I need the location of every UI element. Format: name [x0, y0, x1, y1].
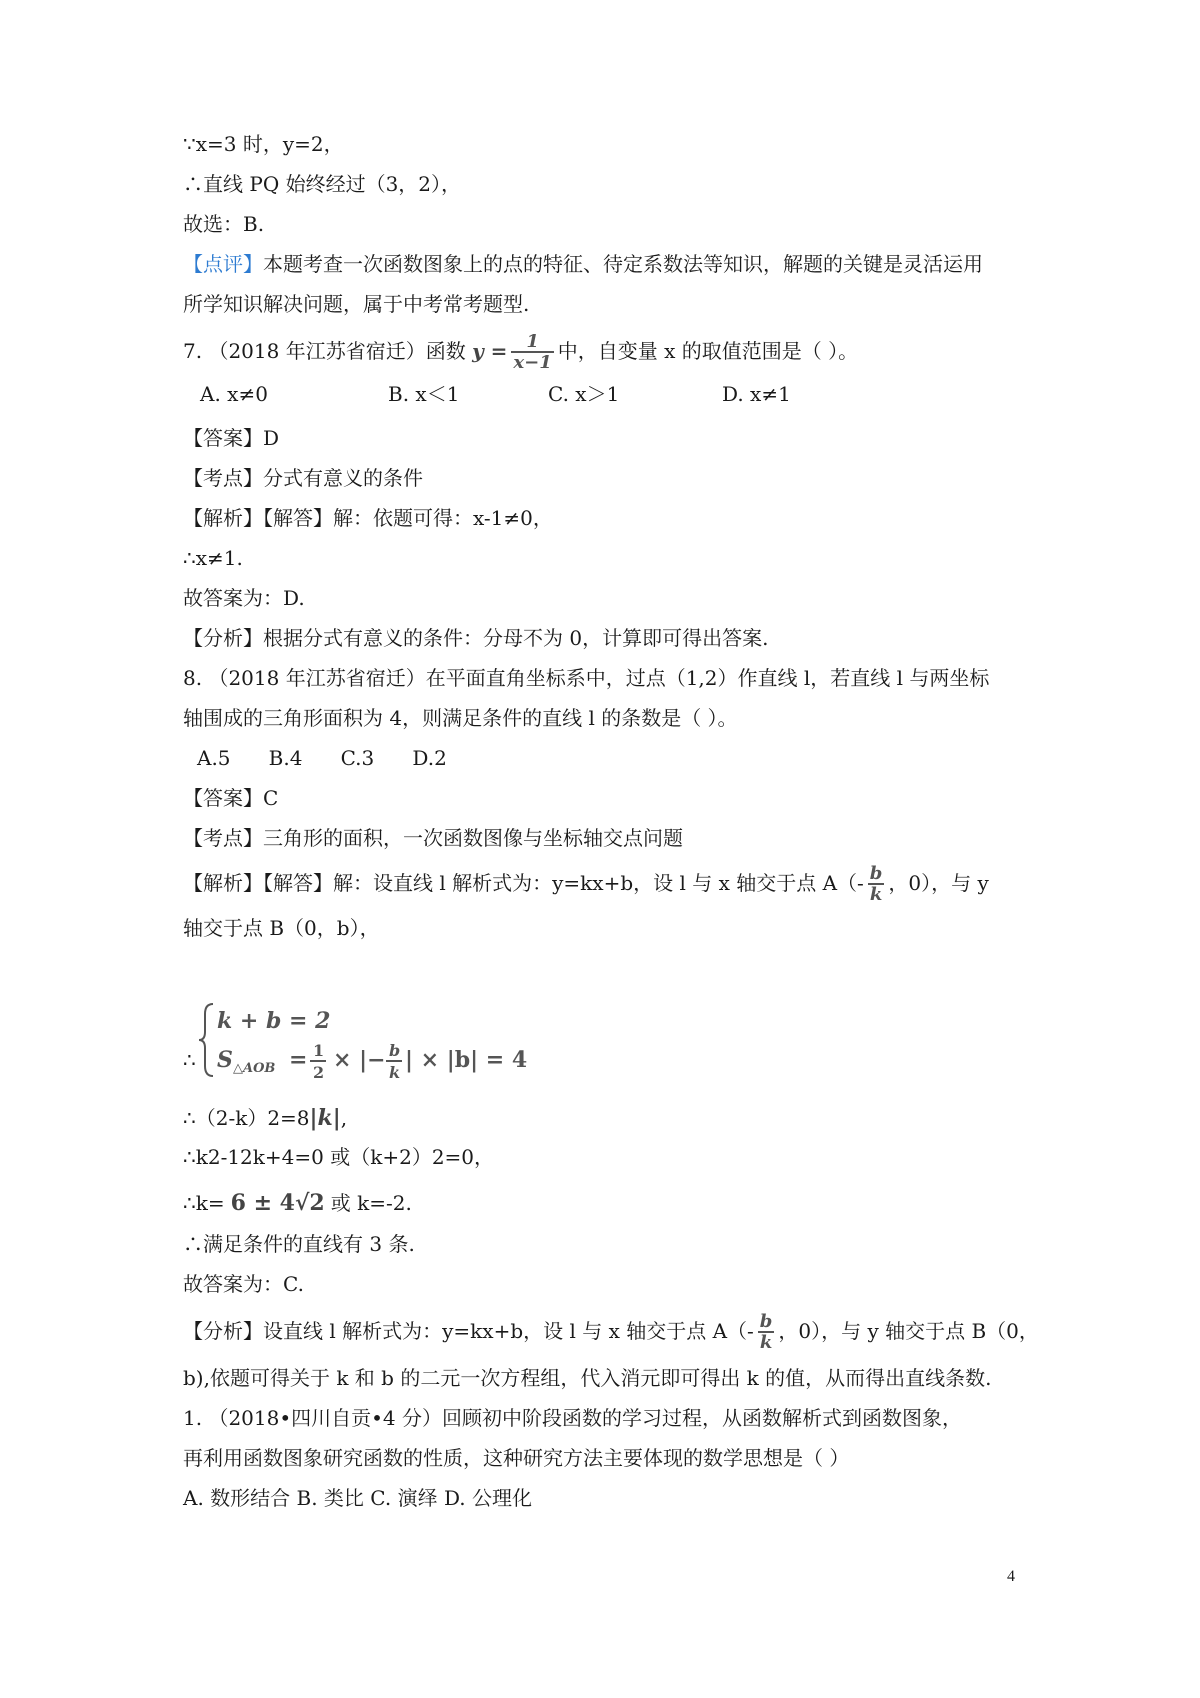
question-7 [183, 331, 858, 371]
b-over-k-fraction [758, 1313, 775, 1352]
knowledge-point-line: 【考点】分式有意义的条件 [183, 466, 423, 490]
comment-line [183, 250, 983, 278]
therefore-symbol: ∴ [183, 1048, 196, 1072]
question-8-line-1: 8. （2018 年江苏省宿迁）在平面直角坐标系中，过点（1,2）作直线 l，若直线 l 与两坐标 [183, 666, 990, 690]
question-1-line-2: 再利用函数图象研究函数的性质，这种研究方法主要体现的数学思想是（ ） [183, 1446, 850, 1470]
q7-numerator: 1 [526, 331, 539, 352]
text-line: 所学知识解决问题，属于中考常考题型. [183, 292, 530, 316]
fraction-denominator: k [758, 1331, 775, 1352]
equation-system [183, 1000, 528, 1082]
solution-line [183, 858, 989, 908]
bk-denominator: k [389, 1063, 401, 1082]
analysis-line: 【分析】根据分式有意义的条件：分母不为 0，计算即可得出答案. [183, 626, 769, 650]
answer-line: 【答案】C [183, 786, 279, 810]
option-b: B. x＜1 [388, 382, 460, 406]
equation-2-lhs: S [217, 1047, 233, 1073]
half-numerator: 1 [313, 1041, 325, 1060]
question-1-line-1: 1. （2018•四川自贡•4 分）回顾初中阶段函数的学习过程，从函数解析式到函数图象， [183, 1406, 963, 1430]
step-comma: , [340, 1106, 348, 1130]
solution-line: 【解析】【解答】解：依题可得：x-1≠0， [183, 506, 553, 530]
answer-line: 【答案】D [183, 426, 280, 450]
solution-text-b: ，0），与 y [888, 871, 989, 895]
text-line: ∴满足条件的直线有 3 条. [183, 1232, 415, 1256]
step-text: ∴（2-k）2=8 [183, 1106, 310, 1130]
q8-options: A.5 B.4 C.3 D.2 [197, 746, 447, 770]
fraction-numerator: b [869, 863, 883, 884]
text-line: 故选：B. [183, 212, 265, 236]
text-line: 轴交于点 B（0，b）， [183, 916, 380, 940]
step-text: ∴k= [183, 1191, 225, 1215]
question-7-stem: 7. （2018 年江苏省宿迁）函数 [183, 339, 473, 363]
q7-denominator: x−1 [513, 352, 552, 373]
b-over-k-fraction [868, 865, 885, 904]
text-line: 故答案为：C. [183, 1272, 304, 1296]
q7-function-lhs: y = [472, 339, 508, 363]
fraction-denominator: k [868, 883, 885, 904]
equation-2-subscript: △AOB [233, 1061, 276, 1076]
solution-text-a: 【解析】【解答】解：设直线 l 解析式为：y=kx+b，设 l 与 x 轴交于点 A（- [183, 871, 864, 895]
question-8-line-2: 轴围成的三角形面积为 4，则满足条件的直线 l 的条数是（ ）。 [183, 706, 738, 730]
comment-tag: 【点评】 [183, 252, 263, 276]
text-line [183, 1183, 412, 1223]
text-line: ∴x≠1. [183, 546, 243, 570]
text-line: ∴k2-12k+4=0 或（k+2）2=0， [183, 1145, 495, 1169]
q7-options [200, 380, 1000, 408]
text-line [183, 1100, 347, 1136]
analysis-text-a: 【分析】设直线 l 解析式为：y=kx+b，设 l 与 x 轴交于点 A（- [183, 1319, 754, 1343]
step-text: 或 k=-2. [330, 1191, 412, 1215]
option-a: A. x≠0 [200, 382, 268, 406]
abs-k: |k| [309, 1105, 341, 1131]
root-expression: 6 ± 4√2 [230, 1190, 325, 1216]
text-line: ∵x=3 时，y=2， [183, 132, 344, 156]
text-line: ∴直线 PQ 始终经过（3，2）， [183, 172, 462, 196]
comment-text: 本题考查一次函数图象上的点的特征、待定系数法等知识，解题的关键是灵活运用 [263, 252, 983, 276]
fraction-numerator: b [759, 1311, 773, 1332]
half-denominator: 2 [313, 1063, 325, 1082]
q7-fraction [511, 333, 553, 372]
equation-2-abs-start: × |− [333, 1047, 386, 1073]
knowledge-point-line: 【考点】三角形的面积，一次函数图像与坐标轴交点问题 [183, 826, 683, 850]
question-7-tail: 中，自变量 x 的取值范围是（ ）。 [557, 339, 859, 363]
option-d: D. x≠1 [722, 382, 791, 406]
text-line: b),依题可得关于 k 和 b 的二元一次方程组，代入消元即可得出 k 的值，从而得出直线条数. [183, 1366, 992, 1390]
option-c: C. x＞1 [548, 382, 620, 406]
equation-2-end: | × |b| = 4 [405, 1047, 528, 1073]
equation-2-equals: = [289, 1047, 308, 1073]
analysis-line [183, 1306, 1039, 1356]
q1-options: A. 数形结合 B. 类比 C. 演绎 D. 公理化 [183, 1486, 532, 1510]
equation-1: k + b = 2 [217, 1008, 331, 1034]
text-line: 故答案为：D. [183, 586, 305, 610]
left-brace [199, 1004, 213, 1076]
analysis-text-b: ，0），与 y 轴交于点 B（0， [778, 1319, 1039, 1343]
bk-numerator: b [389, 1041, 401, 1060]
page-number: 4 [1007, 1568, 1015, 1585]
